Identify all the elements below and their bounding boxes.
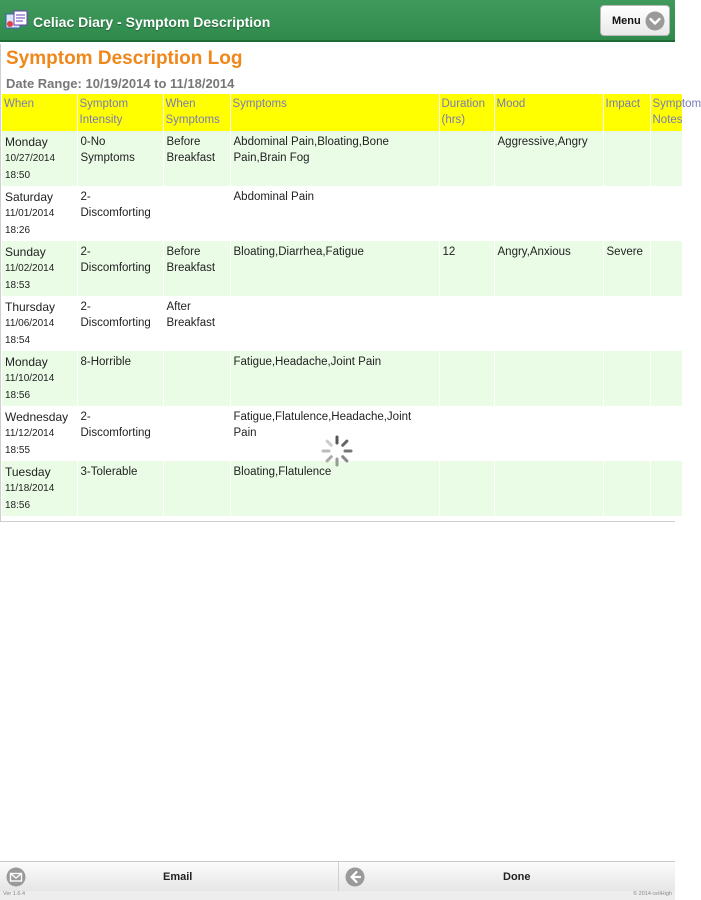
row-time: 18:56 (5, 390, 31, 401)
cell-notes (650, 406, 682, 461)
row-date: 11/12/2014 (5, 428, 55, 439)
cell-symptoms (230, 296, 439, 351)
cell-impact (603, 351, 650, 406)
cell-when-symptoms: Before Breakfast (163, 241, 230, 296)
row-time: 18:56 (5, 500, 31, 511)
cell-symptoms: Abdominal Pain (230, 186, 439, 241)
column-header-mood: Mood (494, 94, 603, 131)
cell-mood (494, 296, 603, 351)
copyright-text: © 2014 celiHigh (633, 891, 672, 897)
cell-symptoms: Fatigue,Flatulence,Headache,Joint Pain (230, 406, 439, 461)
cell-intensity: 0-No Symptoms (77, 131, 163, 186)
title-bar (0, 0, 675, 42)
row-day: Sunday (5, 245, 46, 259)
cell-duration (439, 296, 494, 351)
cell-intensity: 2-Discomforting (77, 241, 163, 296)
cell-duration (439, 406, 494, 461)
cell-impact (603, 131, 650, 186)
cell-impact (603, 461, 650, 516)
cell-impact (603, 186, 650, 241)
cell-when-symptoms (163, 186, 230, 241)
done-button[interactable] (338, 862, 675, 892)
cell-intensity: 8-Horrible (77, 351, 163, 406)
column-header-symptoms: Symptoms (230, 94, 439, 131)
row-time: 18:54 (5, 335, 31, 346)
cell-impact (603, 406, 650, 461)
column-header-impact: Impact (603, 94, 650, 131)
column-header-intensity: Symptom Intensity (77, 94, 163, 131)
mail-icon (6, 867, 26, 887)
cell-notes (650, 351, 682, 406)
row-date: 10/27/2014 (5, 153, 56, 164)
cell-symptoms: Bloating,Diarrhea,Fatigue (230, 241, 439, 296)
row-day: Thursday (5, 300, 56, 314)
table-row[interactable] (2, 296, 682, 351)
cell-when-symptoms (163, 406, 230, 461)
cell-when (2, 351, 77, 406)
app-title: Celiac Diary - Symptom Description (33, 14, 271, 30)
row-date: 11/18/2014 (5, 483, 55, 494)
row-day: Monday (5, 135, 48, 149)
cell-when-symptoms: Before Breakfast (163, 131, 230, 186)
menu-button[interactable] (600, 5, 670, 36)
cell-when-symptoms (163, 461, 230, 516)
back-arrow-icon (345, 867, 365, 887)
row-day: Tuesday (5, 465, 51, 479)
cell-notes (650, 186, 682, 241)
cell-when (2, 296, 77, 351)
version-text: Ver 1.6.4 (3, 891, 26, 897)
row-time: 18:55 (5, 445, 31, 456)
chevron-down-icon (645, 11, 665, 31)
email-button-label: Email (163, 871, 193, 883)
cell-when-symptoms (163, 351, 230, 406)
cell-symptoms: Abdominal Pain,Bloating,Bone Pain,Brain Fog (230, 131, 439, 186)
cell-mood: Angry,Anxious (494, 241, 603, 296)
footer (0, 891, 675, 900)
cell-duration (439, 131, 494, 186)
cell-mood (494, 186, 603, 241)
column-header-notes: Symptom Notes (650, 94, 682, 131)
date-range: Date Range: 10/19/2014 to 11/18/2014 (6, 76, 235, 91)
table-header-row (2, 94, 682, 131)
row-date: 11/01/2014 (5, 208, 55, 219)
cell-mood (494, 351, 603, 406)
cell-mood (494, 406, 603, 461)
cell-notes (650, 461, 682, 516)
row-date: 11/06/2014 (5, 318, 55, 329)
row-time: 18:26 (5, 225, 31, 236)
table-row[interactable] (2, 186, 682, 241)
cell-intensity: 2-Discomforting (77, 406, 163, 461)
cell-when (2, 241, 77, 296)
cell-mood: Aggressive,Angry (494, 131, 603, 186)
cell-duration: 12 (439, 241, 494, 296)
cell-duration (439, 351, 494, 406)
cell-intensity: 3-Tolerable (77, 461, 163, 516)
cell-duration (439, 461, 494, 516)
cell-impact: Severe (603, 241, 650, 296)
cell-when (2, 461, 77, 516)
menu-button-label: Menu (612, 14, 641, 27)
table-row[interactable] (2, 351, 682, 406)
row-date: 11/02/2014 (5, 263, 55, 274)
column-header-when: When (2, 94, 77, 131)
cell-notes (650, 296, 682, 351)
cell-when (2, 406, 77, 461)
column-header-when-symptoms: When Symptoms (163, 94, 230, 131)
diary-app-icon (4, 9, 30, 31)
row-time: 18:50 (5, 170, 31, 181)
cell-impact (603, 296, 650, 351)
row-day: Monday (5, 355, 48, 369)
page-title: Symptom Description Log (6, 48, 243, 69)
cell-mood (494, 461, 603, 516)
cell-symptoms: Bloating,Flatulence (230, 461, 439, 516)
cell-notes (650, 131, 682, 186)
table-row[interactable] (2, 461, 682, 516)
table-row[interactable] (2, 131, 682, 186)
cell-notes (650, 241, 682, 296)
cell-intensity: 2-Discomforting (77, 186, 163, 241)
row-day: Wednesday (5, 410, 69, 424)
spinner-icon (320, 434, 354, 468)
done-button-label: Done (503, 871, 531, 883)
email-button[interactable] (0, 862, 337, 892)
row-date: 11/10/2014 (5, 373, 55, 384)
row-time: 18:53 (5, 280, 31, 291)
table-row[interactable] (2, 241, 682, 296)
cell-when (2, 186, 77, 241)
cell-when-symptoms: After Breakfast (163, 296, 230, 351)
cell-symptoms: Fatigue,Headache,Joint Pain (230, 351, 439, 406)
cell-duration (439, 186, 494, 241)
row-day: Saturday (5, 190, 54, 204)
bottom-toolbar (0, 861, 675, 891)
cell-when (2, 131, 77, 186)
column-header-duration: Duration (hrs) (439, 94, 494, 131)
cell-intensity: 2-Discomforting (77, 296, 163, 351)
